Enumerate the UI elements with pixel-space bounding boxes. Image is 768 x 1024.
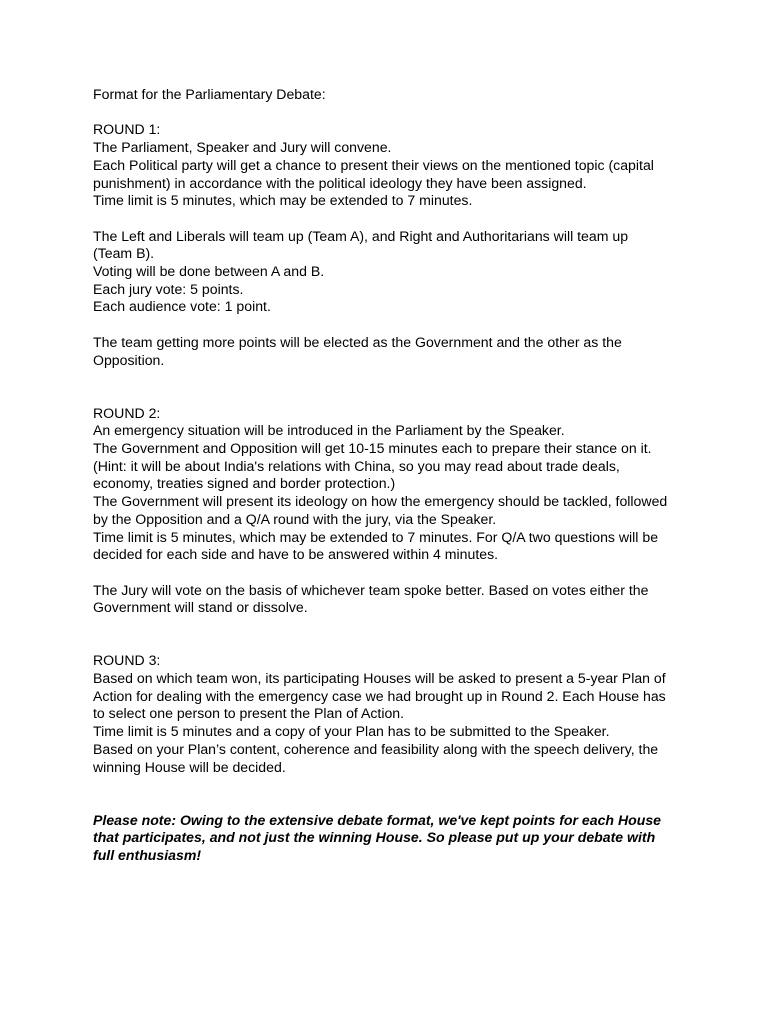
paragraph-line: to select one person to present the Plan of Action. <box>93 705 405 722</box>
note-line: that participates, and not just the winning House. So please put up your debate with <box>93 829 656 846</box>
paragraph-line: Based on your Plan’s content, coherence and feasibility along with the speech delivery, the <box>93 740 659 757</box>
spacer <box>93 794 683 812</box>
round-1-section <box>93 121 683 369</box>
paragraph-line: Action for dealing with the emergency case we had brought up in Round 2. Each House has <box>93 687 666 704</box>
document-title: Format for the Parliamentary Debate: <box>93 86 326 102</box>
note-line: full enthusiasm! <box>93 847 202 864</box>
paragraph-line: Time limit is 5 minutes, which may be extended to 7 minutes. For Q/A two questions will be <box>93 528 659 545</box>
paragraph-line: (Team B). <box>93 245 155 262</box>
paragraph-line: Government will stand or dissolve. <box>93 599 308 616</box>
round-3-section <box>93 652 683 776</box>
paragraph-line: decided for each side and have to be answered within 4 minutes. <box>93 546 499 563</box>
paragraph-line: Based on which team won, its participating Houses will be asked to present a 5-year Plan of <box>93 670 666 687</box>
paragraph-line: Voting will be done between A and B. <box>93 263 325 279</box>
spacer <box>93 635 683 653</box>
spacer <box>93 104 683 122</box>
round-2-section <box>93 405 683 617</box>
paragraph-line: winning House will be decided. <box>93 758 286 775</box>
document-page <box>93 86 683 865</box>
spacer <box>93 617 683 635</box>
paragraph-line: Each jury vote: 5 points. <box>93 280 244 297</box>
spacer <box>93 564 683 582</box>
round-3-heading: ROUND 3: <box>93 652 161 669</box>
paragraph-line: Time limit is 5 minutes and a copy of your Plan has to be submitted to the Speaker. <box>93 723 610 740</box>
spacer <box>93 387 683 405</box>
spacer <box>93 369 683 387</box>
paragraph-line: by the Opposition and a Q/A round with the jury, via the Speaker. <box>93 510 497 527</box>
round-2-heading: ROUND 2: <box>93 404 161 421</box>
round-1-heading: ROUND 1: <box>93 121 161 138</box>
spacer <box>93 316 683 334</box>
paragraph-line: Each Political party will get a chance to present their views on the mentioned topic (capital <box>93 156 654 173</box>
closing-note <box>93 812 683 865</box>
paragraph-line: punishment) in accordance with the political ideology they have been assigned. <box>93 174 587 191</box>
spacer <box>93 776 683 794</box>
spacer <box>93 210 683 228</box>
paragraph-line: (Hint: it will be about India's relations with China, so you may read about trade deals, <box>93 457 620 474</box>
paragraph-line: An emergency situation will be introduced in the Parliament by the Speaker. <box>93 422 565 439</box>
note-line: Please note: Owing to the extensive debate format, we've kept points for each House <box>93 811 662 828</box>
paragraph-line: Opposition. <box>93 351 165 368</box>
paragraph-line: The Parliament, Speaker and Jury will convene. <box>93 139 392 156</box>
paragraph-line: The Government will present its ideology on how the emergency should be tackled, followed <box>93 493 668 510</box>
paragraph-line: Each audience vote: 1 point. <box>93 298 271 315</box>
paragraph-line: The team getting more points will be elected as the Government and the other as the <box>93 333 622 350</box>
paragraph-line: economy, treaties signed and border protection.) <box>93 475 396 492</box>
paragraph-line: The Government and Opposition will get 10-15 minutes each to prepare their stance on it. <box>93 439 652 456</box>
paragraph-line: The Left and Liberals will team up (Team A), and Right and Authoritarians will team up <box>93 227 629 244</box>
paragraph-line: Time limit is 5 minutes, which may be extended to 7 minutes. <box>93 192 473 209</box>
paragraph-line: The Jury will vote on the basis of whichever team spoke better. Based on votes either the <box>93 581 649 598</box>
